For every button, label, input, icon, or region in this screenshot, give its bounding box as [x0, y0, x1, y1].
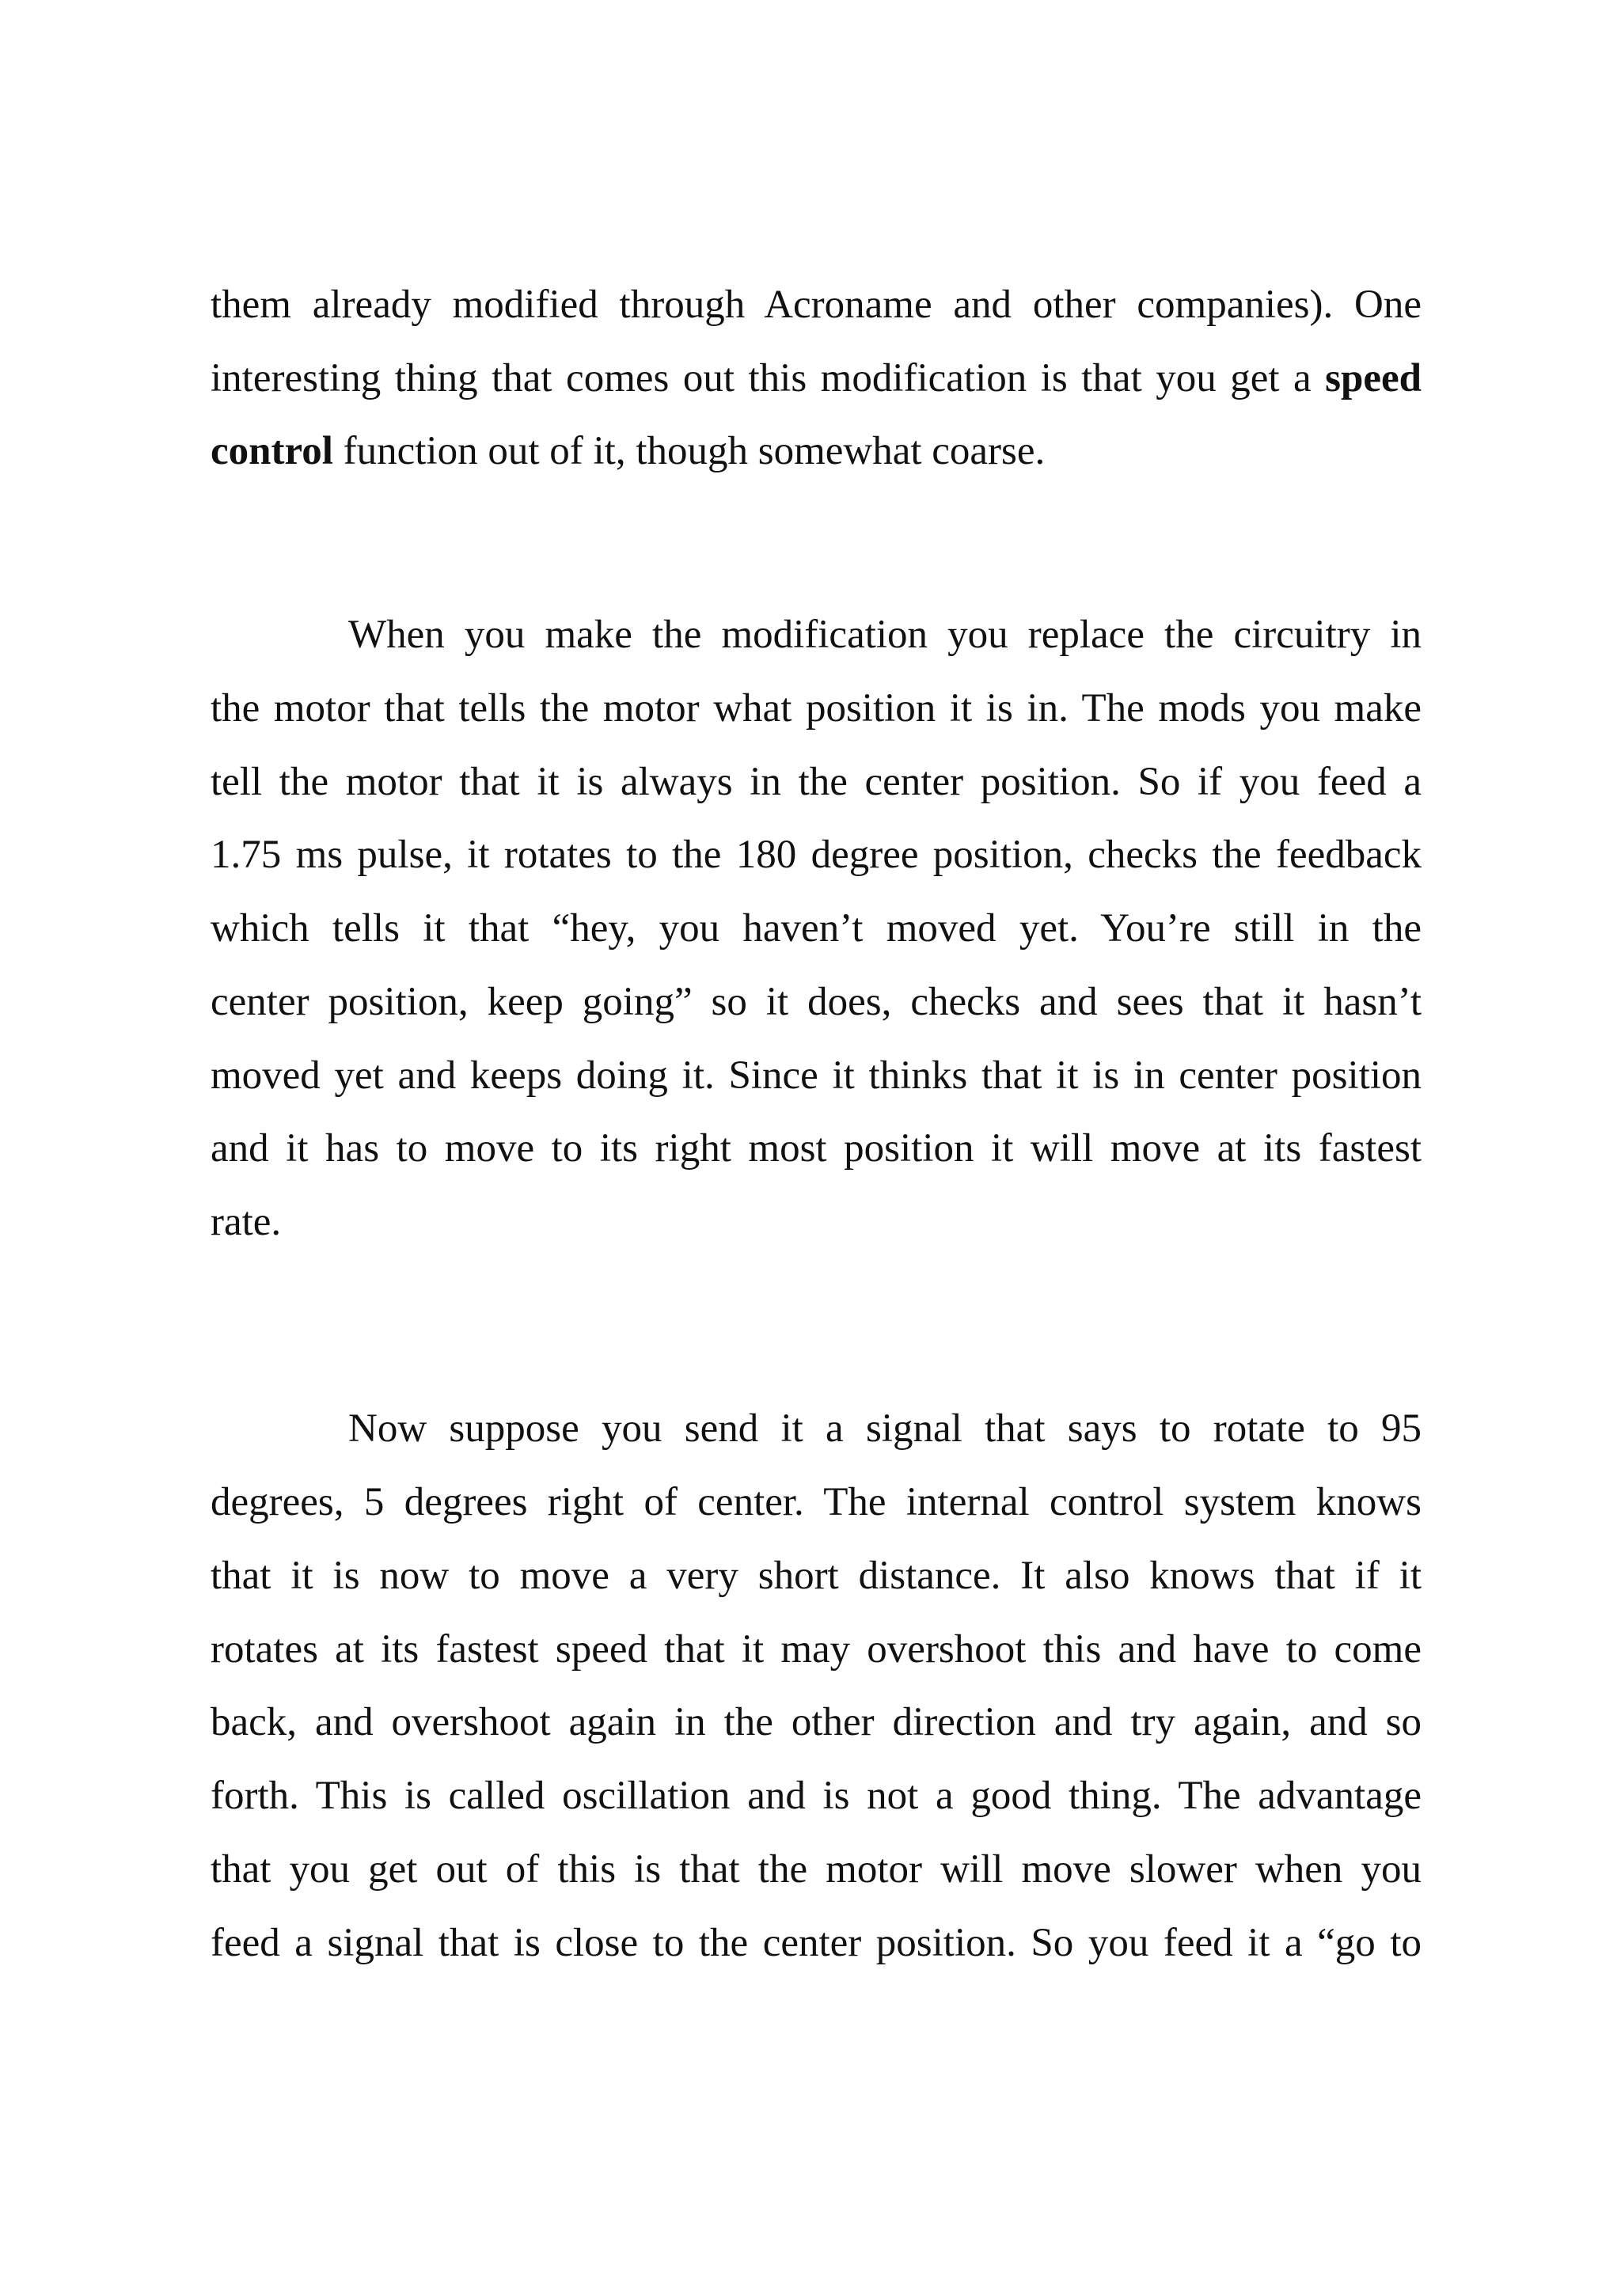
bold-term-control: control: [211, 429, 333, 473]
text-line: center position, keep going” so it does, checks and sees that it hasn’t: [211, 980, 1422, 1024]
text-line: rate.: [211, 1200, 282, 1244]
text-line: rotates at its fastest speed that it may overshoot this and have to come: [211, 1627, 1422, 1672]
text-line: the motor that tells the motor what position it is in. The mods you make: [211, 686, 1422, 731]
text-line: moved yet and keeps doing it. Since it thinks that it is in center position: [211, 1053, 1422, 1098]
text-span: function out of it, though somewhat coarse.: [332, 429, 1046, 473]
text-line: forth. This is called oscillation and is not a good thing. The advantage: [211, 1774, 1422, 1818]
text-line: that it is now to move a very short distance. It also knows that if it: [211, 1554, 1422, 1598]
text-line: which tells it that “hey, you haven’t moved yet. You’re still in the: [211, 906, 1422, 951]
text-line: them already modified through Acroname and other companies). One: [211, 283, 1422, 327]
text-line: [211, 351, 1422, 406]
text-line: degrees, 5 degrees right of center. The internal control system knows: [211, 1480, 1422, 1524]
text-line: and it has to move to its right most position it will move at its fastest: [211, 1126, 1422, 1171]
text-line: that you get out of this is that the motor will move slower when you: [211, 1847, 1422, 1892]
text-span: interesting thing that comes out this modification is that you get a: [211, 356, 1312, 400]
text-line: Now suppose you send it a signal that says to rotate to 95: [348, 1406, 1422, 1451]
text-line: 1.75 ms pulse, it rotates to the 180 degree position, checks the feedback: [211, 833, 1422, 877]
bold-term-speed: speed: [1325, 356, 1422, 400]
text-line: When you make the modification you replace the circuitry in: [348, 613, 1422, 657]
text-line: tell the motor that it is always in the center position. So if you feed a: [211, 760, 1422, 804]
text-line: [211, 423, 1422, 479]
text-line: feed a signal that is close to the center position. So you feed it a “go to: [211, 1921, 1422, 1965]
text-line: back, and overshoot again in the other direction and try again, and so: [211, 1700, 1422, 1744]
